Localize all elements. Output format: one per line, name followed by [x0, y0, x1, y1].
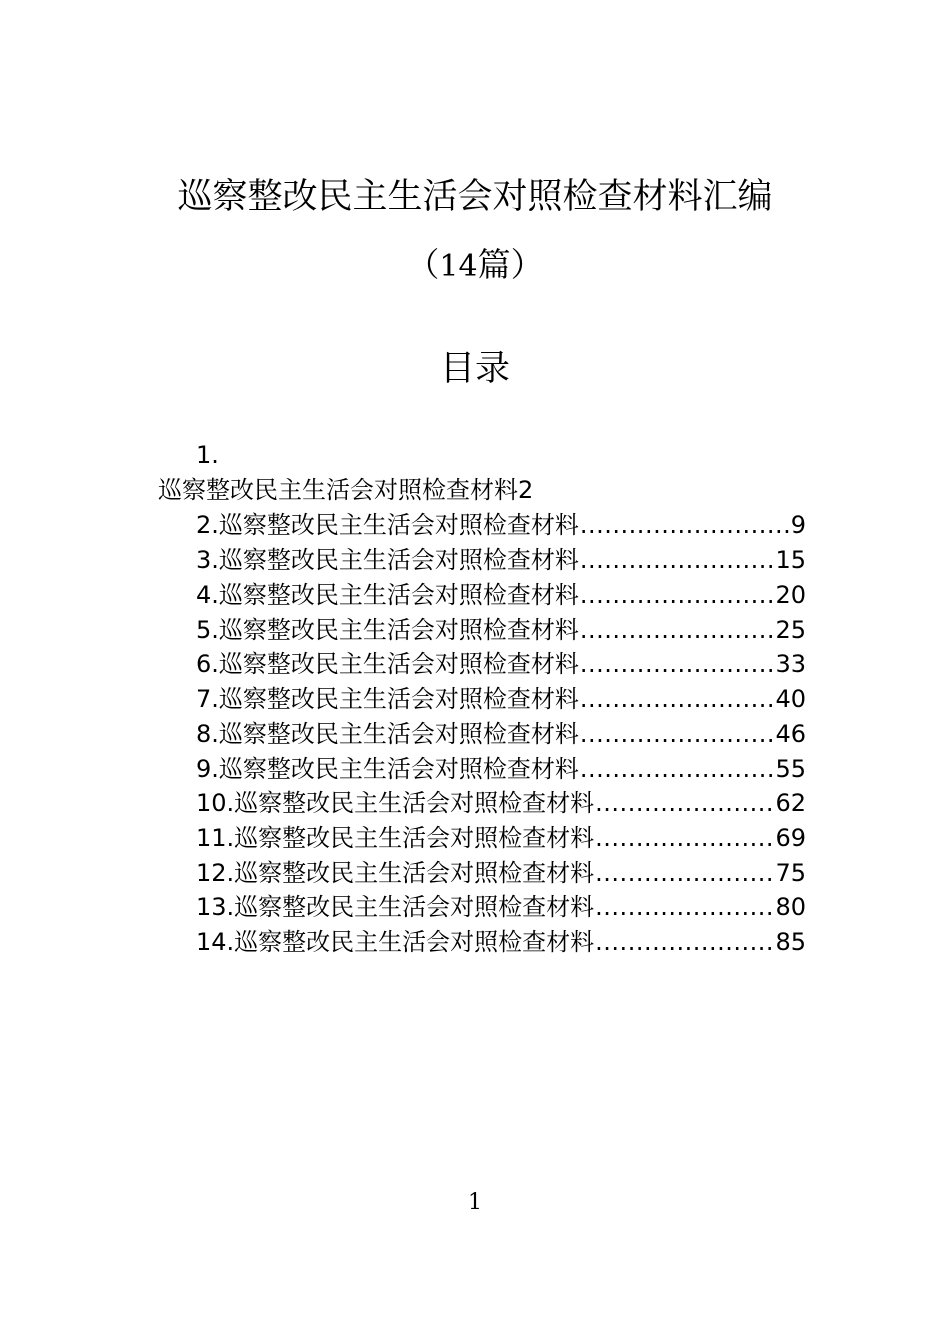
toc-entry-label: 11.巡察整改民主生活会对照检查材料: [196, 824, 595, 852]
toc-entry[interactable]: [196, 752, 806, 786]
toc-entry-page: 62: [775, 789, 806, 817]
toc-leader-dots: [580, 717, 775, 751]
toc-leader-dots: [595, 856, 774, 890]
toc-entry-1-text[interactable]: 巡察整改民主生活会对照检查材料2: [158, 476, 534, 504]
toc-entry-label: 10.巡察整改民主生活会对照检查材料: [196, 789, 595, 817]
toc-entry-page: 9: [790, 511, 806, 539]
toc-entry[interactable]: [196, 508, 806, 542]
document-title: 巡察整改民主生活会对照检查材料汇编: [177, 177, 773, 217]
toc-entry-label: 4.巡察整改民主生活会对照检查材料: [196, 581, 579, 609]
toc-leader-dots: [580, 647, 775, 681]
toc-entry-label: 7.巡察整改民主生活会对照检查材料: [196, 685, 579, 713]
toc-leader-dots: [595, 821, 774, 855]
toc-leader-dots: [595, 925, 774, 959]
toc-entry[interactable]: [196, 890, 806, 924]
toc-heading: 目录: [439, 349, 510, 389]
toc-entry-label: 3.巡察整改民主生活会对照检查材料: [196, 546, 579, 574]
toc-entry-label: 2.巡察整改民主生活会对照检查材料: [196, 511, 579, 539]
toc-entry-1-number[interactable]: 1.: [196, 441, 219, 469]
toc-entry-label: 13.巡察整改民主生活会对照检查材料: [196, 893, 595, 921]
page-number: 1: [468, 1190, 482, 1215]
toc-entry[interactable]: [196, 682, 806, 716]
toc-leader-dots: [580, 578, 775, 612]
toc-entry-page: 40: [775, 685, 806, 713]
toc-entry-page: 75: [775, 859, 806, 887]
toc-entry-label: 14.巡察整改民主生活会对照检查材料: [196, 928, 595, 956]
toc-entry[interactable]: [196, 578, 806, 612]
toc-entry-page: 80: [775, 893, 806, 921]
toc-entry[interactable]: [196, 543, 806, 577]
subtitle-close: 篇）: [477, 245, 544, 284]
toc-leader-dots: [580, 508, 790, 542]
toc-entry-page: 25: [775, 616, 806, 644]
subtitle-open: （: [406, 245, 440, 284]
toc-entry-page: 46: [775, 720, 806, 748]
toc-entry-label: 5.巡察整改民主生活会对照检查材料: [196, 616, 579, 644]
toc-entry[interactable]: [196, 786, 806, 820]
subtitle-count: 14: [439, 249, 478, 284]
toc-entry[interactable]: [196, 925, 806, 959]
toc-entry[interactable]: [196, 856, 806, 890]
toc-entry[interactable]: [196, 717, 806, 751]
toc-entry[interactable]: [196, 647, 806, 681]
toc-entry-page: 33: [775, 650, 806, 678]
toc-entry-label: 12.巡察整改民主生活会对照检查材料: [196, 859, 595, 887]
toc-entry[interactable]: [196, 821, 806, 855]
toc-leader-dots: [580, 613, 775, 647]
toc-entry-page: 15: [775, 546, 806, 574]
toc-leader-dots: [580, 543, 775, 577]
toc-entry-page: 85: [775, 928, 806, 956]
toc-entry-page: 55: [775, 755, 806, 783]
toc-leader-dots: [595, 786, 774, 820]
toc-entry-page: 69: [775, 824, 806, 852]
toc-entry-page: 20: [775, 581, 806, 609]
toc-leader-dots: [595, 890, 774, 924]
toc-entry-label: 8.巡察整改民主生活会对照检查材料: [196, 720, 579, 748]
toc-entry[interactable]: [196, 613, 806, 647]
toc-entry-label: 6.巡察整改民主生活会对照检查材料: [196, 650, 579, 678]
toc-leader-dots: [580, 682, 775, 716]
toc-entry-label: 9.巡察整改民主生活会对照检查材料: [196, 755, 579, 783]
toc-leader-dots: [580, 752, 775, 786]
